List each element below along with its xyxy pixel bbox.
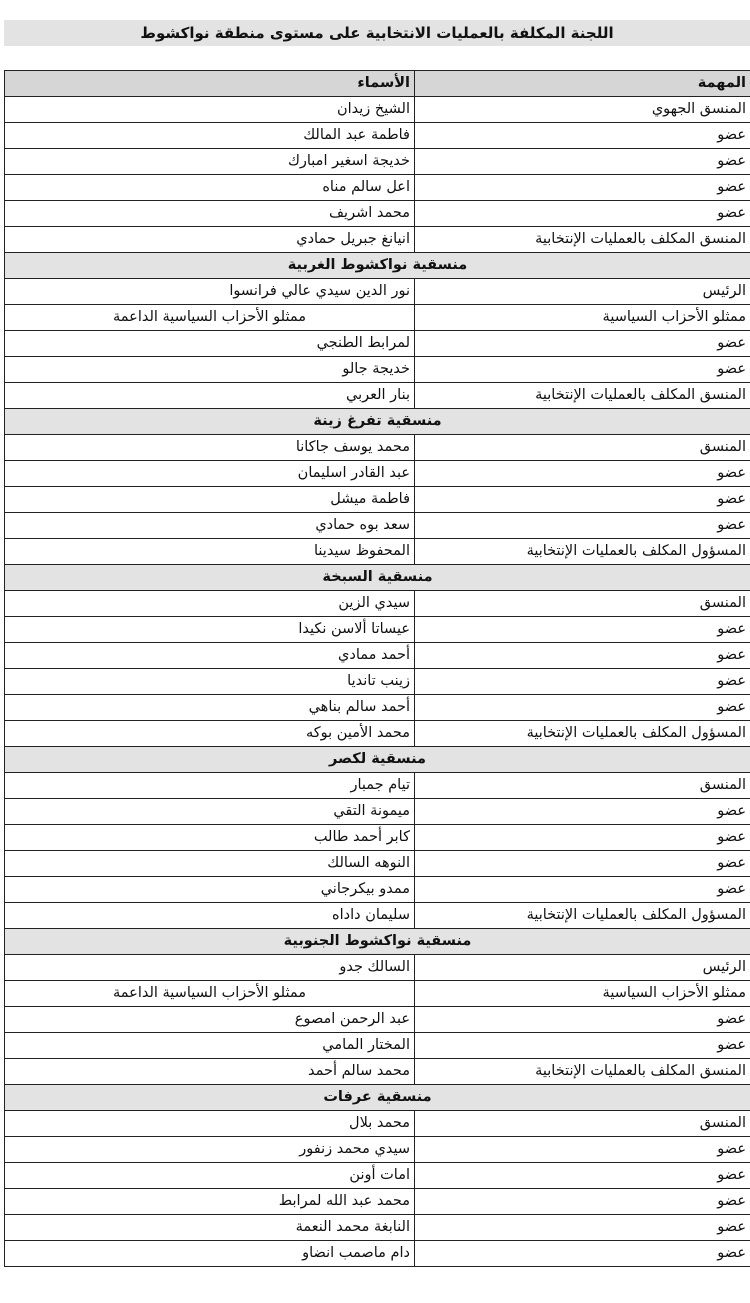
table-header-row — [5, 71, 750, 97]
name-cell: محمد بلال — [5, 1111, 415, 1137]
table-row — [5, 1007, 750, 1033]
role-cell: عضو — [415, 487, 750, 513]
table-row — [5, 877, 750, 903]
column-header-name: الأسماء — [5, 71, 415, 97]
role-cell: المنسق المكلف بالعمليات الإنتخابية — [415, 1059, 750, 1085]
role-cell: عضو — [415, 669, 750, 695]
role-cell: المسؤول المكلف بالعمليات الإنتخابية — [415, 721, 750, 747]
table-row — [5, 227, 750, 253]
role-cell: عضو — [415, 175, 750, 201]
role-cell: عضو — [415, 643, 750, 669]
role-cell: المسؤول المكلف بالعمليات الإنتخابية — [415, 539, 750, 565]
role-cell: عضو — [415, 877, 750, 903]
table-row — [5, 695, 750, 721]
name-cell: محمد سالم أحمد — [5, 1059, 415, 1085]
table-row — [5, 1215, 750, 1241]
table-row — [5, 149, 750, 175]
table-row — [5, 123, 750, 149]
role-cell: عضو — [415, 1189, 750, 1215]
name-cell: المحفوظ سيدينا — [5, 539, 415, 565]
section-header-row — [5, 565, 750, 591]
name-cell: لمرابط الطنجي — [5, 331, 415, 357]
name-cell: سيدي محمد زنفور — [5, 1137, 415, 1163]
table-row — [5, 721, 750, 747]
name-cell: كابر أحمد طالب — [5, 825, 415, 851]
table-row — [5, 331, 750, 357]
table-row — [5, 201, 750, 227]
name-cell: محمد يوسف جاكانا — [5, 435, 415, 461]
table-row — [5, 305, 750, 331]
name-cell: ممثلو الأحزاب السياسية الداعمة — [5, 981, 415, 1007]
table-row — [5, 669, 750, 695]
section-header-row — [5, 1085, 750, 1111]
name-cell: فاطمة عبد المالك — [5, 123, 415, 149]
name-cell: عيساتا ألاسن نكيدا — [5, 617, 415, 643]
role-cell: عضو — [415, 123, 750, 149]
name-cell: فاطمة ميشل — [5, 487, 415, 513]
name-cell: بنار العربي — [5, 383, 415, 409]
role-cell: الرئيس — [415, 279, 750, 305]
table-row — [5, 383, 750, 409]
name-cell: عبد الرحمن امصوع — [5, 1007, 415, 1033]
role-cell: عضو — [415, 1033, 750, 1059]
table-row — [5, 851, 750, 877]
name-cell: الشيخ زيدان — [5, 97, 415, 123]
name-cell: السالك جدو — [5, 955, 415, 981]
table-row — [5, 487, 750, 513]
role-cell: عضو — [415, 617, 750, 643]
role-cell: المنسق المكلف بالعمليات الإنتخابية — [415, 383, 750, 409]
role-cell: عضو — [415, 513, 750, 539]
table-row — [5, 1189, 750, 1215]
table-row — [5, 591, 750, 617]
table-row — [5, 903, 750, 929]
role-cell: عضو — [415, 1241, 750, 1267]
name-cell: محمد عبد الله لمرابط — [5, 1189, 415, 1215]
table-row — [5, 435, 750, 461]
role-cell: المنسق المكلف بالعمليات الإنتخابية — [415, 227, 750, 253]
table-row — [5, 1137, 750, 1163]
table-row — [5, 799, 750, 825]
role-cell: عضو — [415, 201, 750, 227]
table-row — [5, 981, 750, 1007]
committee-table — [4, 70, 750, 1267]
name-cell: ممثلو الأحزاب السياسية الداعمة — [5, 305, 415, 331]
role-cell: ممثلو الأحزاب السياسية — [415, 981, 750, 1007]
name-cell: ممدو بيكرجاني — [5, 877, 415, 903]
role-cell: عضو — [415, 851, 750, 877]
table-row — [5, 1033, 750, 1059]
table-row — [5, 773, 750, 799]
name-cell: ميمونة التقي — [5, 799, 415, 825]
table-row — [5, 643, 750, 669]
table-row — [5, 175, 750, 201]
name-cell: دام ماصمب انضاو — [5, 1241, 415, 1267]
role-cell: عضو — [415, 799, 750, 825]
section-header-row — [5, 929, 750, 955]
name-cell: خديجة اسغير امبارك — [5, 149, 415, 175]
name-cell: النوهه السالك — [5, 851, 415, 877]
role-cell: ممثلو الأحزاب السياسية — [415, 305, 750, 331]
table-row — [5, 1163, 750, 1189]
role-cell: عضو — [415, 695, 750, 721]
role-cell: عضو — [415, 357, 750, 383]
name-cell: النابغة محمد النعمة — [5, 1215, 415, 1241]
name-cell: سيدي الزين — [5, 591, 415, 617]
name-cell: خديجة جالو — [5, 357, 415, 383]
table-row — [5, 461, 750, 487]
role-cell: المنسق — [415, 773, 750, 799]
table-row — [5, 279, 750, 305]
table-row — [5, 539, 750, 565]
name-cell: سليمان داداه — [5, 903, 415, 929]
role-cell: المنسق — [415, 435, 750, 461]
table-body — [5, 97, 750, 1267]
name-cell: تيام جمبار — [5, 773, 415, 799]
role-cell: عضو — [415, 1215, 750, 1241]
section-header-row — [5, 409, 750, 435]
table-row — [5, 1241, 750, 1267]
name-cell: عبد القادر اسليمان — [5, 461, 415, 487]
role-cell: عضو — [415, 1163, 750, 1189]
name-cell: المختار المامي — [5, 1033, 415, 1059]
role-cell: المسؤول المكلف بالعمليات الإنتخابية — [415, 903, 750, 929]
name-cell: أحمد ممادي — [5, 643, 415, 669]
role-cell: عضو — [415, 149, 750, 175]
section-header-row — [5, 747, 750, 773]
section-title: منسقية لكصر — [5, 747, 750, 773]
name-cell: سعد بوه حمادي — [5, 513, 415, 539]
table-row — [5, 1059, 750, 1085]
table-row — [5, 513, 750, 539]
section-title: منسقية عرفات — [5, 1085, 750, 1111]
table-row — [5, 97, 750, 123]
name-cell: انيانغ جبريل حمادي — [5, 227, 415, 253]
name-cell: محمد اشريف — [5, 201, 415, 227]
role-cell: عضو — [415, 825, 750, 851]
name-cell: محمد الأمين بوكه — [5, 721, 415, 747]
role-cell: عضو — [415, 461, 750, 487]
role-cell: المنسق — [415, 591, 750, 617]
role-cell: عضو — [415, 1007, 750, 1033]
name-cell: اعل سالم مناه — [5, 175, 415, 201]
section-header-row — [5, 253, 750, 279]
section-title: منسقية السبخة — [5, 565, 750, 591]
role-cell: الرئيس — [415, 955, 750, 981]
table-row — [5, 955, 750, 981]
table-row — [5, 357, 750, 383]
role-cell: عضو — [415, 1137, 750, 1163]
name-cell: زينب تانديا — [5, 669, 415, 695]
role-cell: عضو — [415, 331, 750, 357]
role-cell: المنسق الجهوي — [415, 97, 750, 123]
table-row — [5, 825, 750, 851]
section-title: منسقية تفرغ زينة — [5, 409, 750, 435]
section-title: منسقية نواكشوط الغربية — [5, 253, 750, 279]
table-row — [5, 617, 750, 643]
table-row — [5, 1111, 750, 1137]
section-title: منسقية نواكشوط الجنوبية — [5, 929, 750, 955]
document-title: اللجنة المكلفة بالعمليات الانتخابية على مستوى منطقة نواكشوط — [4, 20, 750, 46]
name-cell: امات أونن — [5, 1163, 415, 1189]
name-cell: أحمد سالم بناهي — [5, 695, 415, 721]
column-header-role: المهمة — [415, 71, 750, 97]
name-cell: نور الدين سيدي عالي فرانسوا — [5, 279, 415, 305]
role-cell: المنسق — [415, 1111, 750, 1137]
